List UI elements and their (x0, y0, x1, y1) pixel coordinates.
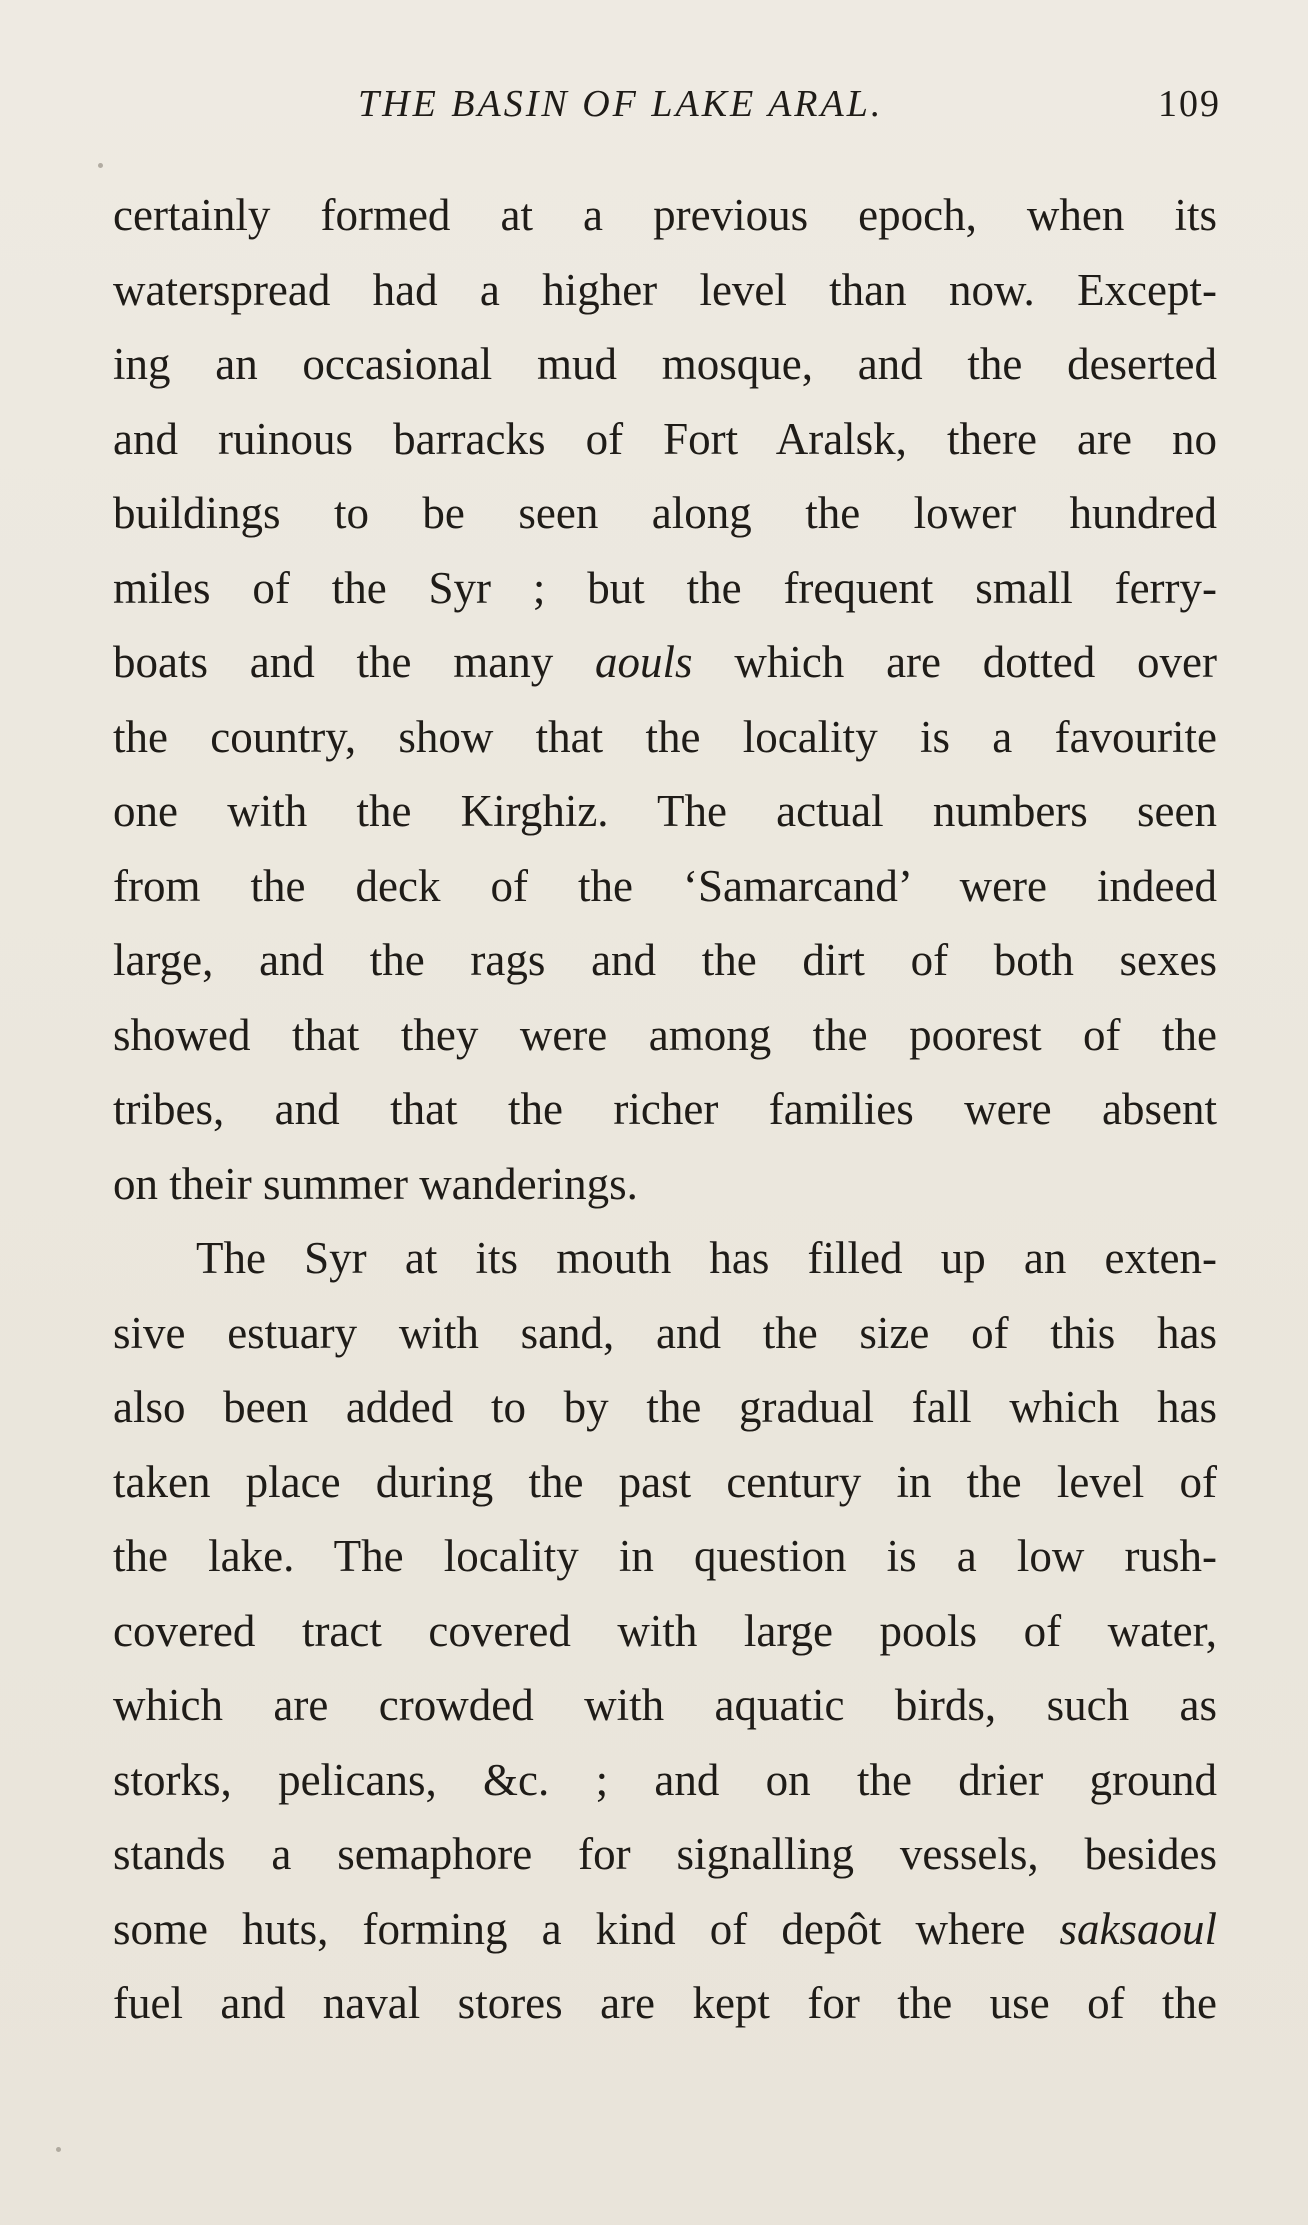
text-segment: tribes, and that the richer families were absent (113, 1084, 1217, 1134)
text-segment: showed that they were among the poorest of the (113, 1009, 1217, 1060)
paragraph (113, 1221, 1217, 2041)
text-segment: one with the Kirghiz. The actual numbers seen (113, 786, 1217, 836)
paragraph (113, 178, 1217, 1221)
text-line (113, 327, 1217, 402)
text-segment: miles of the Syr ; but the frequent small ferry- (113, 562, 1217, 613)
text-segment: The Syr at its mouth has filled up an exten- (196, 1233, 1217, 1283)
text-segment: storks, pelicans, &c. ; and on the drier ground (113, 1754, 1217, 1805)
text-line (113, 1594, 1217, 1669)
text-segment: sive estuary with sand, and the size of this has (113, 1307, 1217, 1358)
text-segment: which are crowded with aquatic birds, such as (113, 1680, 1217, 1730)
text-segment: from the deck of the ‘Samarcand’ were indeed (113, 860, 1217, 911)
text-segment: stands a semaphore for signalling vessels, besides (113, 1829, 1217, 1879)
text-line (113, 1668, 1217, 1743)
page-number: 109 (1158, 83, 1221, 125)
body-text (113, 178, 1217, 2041)
text-line (113, 998, 1217, 1073)
text-line (113, 1370, 1217, 1445)
text-line (113, 1817, 1217, 1892)
text-line (113, 1072, 1217, 1147)
text-line (113, 1147, 1217, 1222)
text-segment: some huts, forming a kind of depôt where (113, 1903, 1060, 1954)
text-line (113, 774, 1217, 849)
text-line (113, 923, 1217, 998)
text-line (113, 625, 1217, 700)
running-head (0, 82, 1308, 132)
text-line (113, 1296, 1217, 1371)
text-line (113, 1519, 1217, 1594)
text-line (113, 1892, 1217, 1967)
paper-speck (56, 2147, 61, 2152)
text-line (113, 551, 1217, 626)
text-line (113, 849, 1217, 924)
text-segment: buildings to be seen along the lower hundred (113, 488, 1217, 538)
text-line (113, 1221, 1217, 1296)
text-segment: and ruinous barracks of Fort Aralsk, there are no (113, 413, 1217, 464)
text-line (113, 253, 1217, 328)
text-line (113, 700, 1217, 775)
text-segment: boats and the many (113, 637, 596, 687)
text-line (113, 178, 1217, 253)
text-segment: on their summer wanderings. (113, 1158, 638, 1209)
text-segment: certainly formed at a previous epoch, when its (113, 190, 1217, 240)
text-segment: also been added to by the gradual fall which has (113, 1382, 1217, 1432)
text-line (113, 1966, 1217, 2041)
running-title: THE BASIN OF LAKE ARAL. (358, 83, 884, 125)
text-segment: the country, show that the locality is a favourite (113, 711, 1217, 762)
text-segment: covered tract covered with large pools of water, (113, 1605, 1217, 1656)
text-segment: ing an occasional mud mosque, and the deserted (113, 339, 1217, 389)
text-segment: the lake. The locality in question is a low rush- (113, 1531, 1217, 1581)
text-segment: taken place during the past century in the level of (113, 1456, 1217, 1507)
text-line (113, 476, 1217, 551)
italic-word: saksaoul (1059, 1903, 1217, 1954)
text-line (113, 1445, 1217, 1520)
italic-word: aouls (595, 637, 693, 687)
text-segment: which are dotted over (692, 637, 1217, 687)
text-segment: waterspread had a higher level than now. Except- (113, 264, 1217, 315)
text-line (113, 402, 1217, 477)
paper-speck (98, 163, 103, 168)
text-line (113, 1743, 1217, 1818)
text-segment: large, and the rags and the dirt of both sexes (113, 935, 1217, 985)
text-segment: fuel and naval stores are kept for the use of the (113, 1978, 1217, 2028)
